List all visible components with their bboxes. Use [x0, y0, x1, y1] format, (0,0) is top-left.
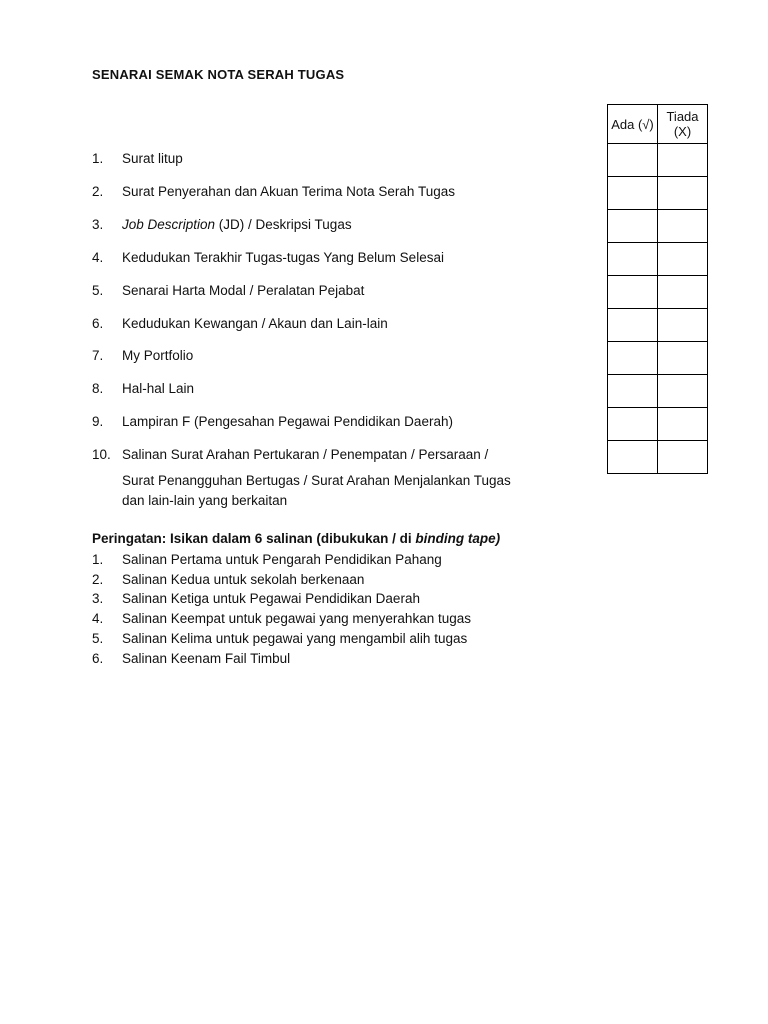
checkbox-cell-tiada[interactable] — [658, 441, 708, 474]
item-text: Surat litup — [122, 151, 183, 166]
item-text: Kedudukan Kewangan / Akaun dan Lain-lain — [122, 316, 388, 331]
item-text: Senarai Harta Modal / Peralatan Pejabat — [122, 283, 365, 298]
checkbox-cell-ada[interactable] — [608, 177, 658, 210]
column-header-tiada-line2: (X) — [673, 124, 692, 139]
copy-text: Salinan Keempat untuk pegawai yang menyerahkan tugas — [122, 611, 471, 626]
column-header-tiada — [658, 105, 708, 144]
item-number: 3. — [92, 217, 104, 232]
item-number: 8. — [92, 381, 104, 396]
item-text: Hal-hal Lain — [122, 381, 195, 396]
copy-text: Salinan Ketiga untuk Pegawai Pendidikan Daerah — [122, 591, 420, 606]
checklist-table — [607, 104, 708, 474]
copy-number: 5. — [92, 631, 104, 646]
checkbox-cell-tiada[interactable] — [658, 408, 708, 441]
item-number: 5. — [92, 283, 104, 298]
checkbox-cell-tiada[interactable] — [658, 309, 708, 342]
item-text-italic: Job Description — [122, 217, 216, 232]
checkbox-cell-ada[interactable] — [608, 375, 658, 408]
item-number: 6. — [92, 316, 104, 331]
item-number: 4. — [92, 250, 104, 265]
document-title: SENARAI SEMAK NOTA SERAH TUGAS — [92, 67, 345, 82]
checkbox-cell-ada[interactable] — [608, 276, 658, 309]
checkbox-cell-ada[interactable] — [608, 441, 658, 474]
checkbox-cell-tiada[interactable] — [658, 177, 708, 210]
checkbox-cell-tiada[interactable] — [658, 342, 708, 375]
copy-number: 2. — [92, 572, 104, 587]
warning-note — [92, 531, 500, 546]
warning-text: Peringatan: Isikan dalam 6 salinan (dibukukan / di — [92, 531, 416, 546]
item-text: Salinan Surat Arahan Pertukaran / Penempatan / Persaraan / — [122, 447, 489, 462]
checkbox-cell-ada[interactable] — [608, 342, 658, 375]
item-number: 7. — [92, 348, 104, 363]
column-header-ada: Ada (√) — [608, 105, 658, 144]
copy-number: 6. — [92, 651, 104, 666]
checkbox-cell-ada[interactable] — [608, 243, 658, 276]
checkbox-cell-tiada[interactable] — [658, 375, 708, 408]
item-number: 9. — [92, 414, 104, 429]
item-text: Lampiran F (Pengesahan Pegawai Pendidikan Daerah) — [122, 414, 453, 429]
copy-number: 4. — [92, 611, 104, 626]
column-header-tiada-line1: Tiada — [666, 109, 699, 124]
item-text-wrapper — [122, 217, 352, 233]
copy-text: Salinan Kedua untuk sekolah berkenaan — [122, 572, 365, 587]
item-continuation: dan lain-lain yang berkaitan — [122, 493, 288, 508]
copy-text: Salinan Pertama untuk Pengarah Pendidikan Pahang — [122, 552, 442, 567]
item-number: 10. — [92, 447, 111, 462]
checkbox-cell-ada[interactable] — [608, 309, 658, 342]
warning-text-italic: binding tape) — [415, 531, 501, 546]
checkbox-cell-ada[interactable] — [608, 408, 658, 441]
checkbox-cell-ada[interactable] — [608, 144, 658, 177]
copy-number: 3. — [92, 591, 104, 606]
checkbox-cell-tiada[interactable] — [658, 243, 708, 276]
checkbox-cell-ada[interactable] — [608, 210, 658, 243]
item-text: Surat Penyerahan dan Akuan Terima Nota Serah Tugas — [122, 184, 455, 199]
item-text: Kedudukan Terakhir Tugas-tugas Yang Belum Selesai — [122, 250, 444, 265]
checkbox-cell-tiada[interactable] — [658, 276, 708, 309]
item-text: My Portfolio — [122, 348, 194, 363]
checkbox-cell-tiada[interactable] — [658, 210, 708, 243]
copy-text: Salinan Keenam Fail Timbul — [122, 651, 291, 666]
item-number: 2. — [92, 184, 104, 199]
item-text: (JD) / Deskripsi Tugas — [215, 217, 352, 232]
copy-text: Salinan Kelima untuk pegawai yang mengambil alih tugas — [122, 631, 468, 646]
item-number: 1. — [92, 151, 104, 166]
copy-number: 1. — [92, 552, 104, 567]
item-continuation: Surat Penangguhan Bertugas / Surat Arahan Menjalankan Tugas — [122, 473, 511, 488]
checkbox-cell-tiada[interactable] — [658, 144, 708, 177]
